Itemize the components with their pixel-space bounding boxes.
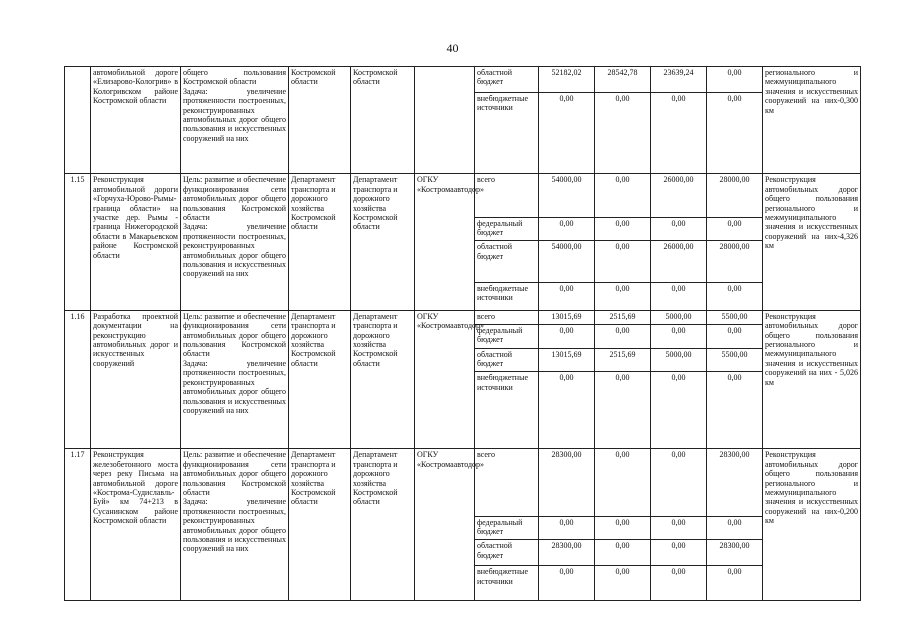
row-number-cell: 1.16: [65, 310, 91, 448]
coexecutor-cell: Департамент транспорта и дорожного хозяйства Костромской области: [351, 310, 415, 448]
funding-source-label: федеральный бюджет: [475, 217, 539, 241]
goal-task-cell: Цель: развитие и обеспечение функционирования сети автомобильных дорог общего пользования Костромской области Задача: увеличение протяженности построенных, реконструированных автомобильных дорог общего пользования и искусственных сооружений на них: [181, 449, 289, 601]
goal-task-cell: общего пользования Костромской области Задача: увеличение протяженности построенных, реконструированных автомобильных дорог общего пользования и искусственных сооружений на них: [181, 67, 289, 174]
activity-name-cell: Разработка проектной документации на реконструкцию автомобильных дорог и искусственных сооружений: [91, 310, 181, 448]
funding-value-cell: 0,00: [539, 282, 595, 310]
expected-result-cell: Реконструкция автомобильных дорог общего пользования регионального и межмуниципального значения и искусственных сооружений на них-4,326 км: [763, 174, 861, 310]
activity-name-cell: автомобильной дороге «Елизарово-Кологрив» в Кологривском районе Костромской области: [91, 67, 181, 174]
executor-cell: ОГКУ «Костромаавтодор»: [415, 310, 475, 448]
table-row: [65, 310, 861, 324]
funding-value-cell: 0,00: [595, 217, 651, 241]
funding-value-cell: 0,00: [595, 449, 651, 516]
table-row: [65, 67, 861, 93]
funding-value-cell: 0,00: [651, 566, 707, 601]
funding-value-cell: 5500,00: [707, 348, 763, 372]
funding-source-label: внебюджетные источники: [475, 282, 539, 310]
expected-result-cell: Реконструкция автомобильных дорог общего пользования регионального и межмуниципального значения и искусственных сооружений на них-0,200 км: [763, 449, 861, 601]
funding-value-cell: 0,00: [539, 372, 595, 449]
funding-value-cell: 28000,00: [707, 241, 763, 282]
coexecutor-cell: Департамент транспорта и дорожного хозяйства Костромской области: [351, 449, 415, 601]
funding-value-cell: 0,00: [707, 566, 763, 601]
funding-source-label: всего: [475, 449, 539, 516]
funding-value-cell: 0,00: [595, 540, 651, 566]
funding-value-cell: 0,00: [651, 540, 707, 566]
funding-value-cell: 0,00: [595, 516, 651, 540]
funding-value-cell: 5000,00: [651, 348, 707, 372]
table-row: [65, 174, 861, 217]
executor-cell: ОГКУ «Костромаавтодор»: [415, 449, 475, 601]
executor-cell: [415, 67, 475, 174]
funding-value-cell: 28300,00: [707, 449, 763, 516]
funding-value-cell: 0,00: [707, 67, 763, 93]
funding-value-cell: 0,00: [595, 241, 651, 282]
funding-value-cell: 54000,00: [539, 174, 595, 217]
funding-value-cell: 0,00: [651, 93, 707, 174]
funding-value-cell: 2515,69: [595, 348, 651, 372]
funding-value-cell: 26000,00: [651, 241, 707, 282]
row-number-cell: [65, 67, 91, 174]
funding-source-label: областной бюджет: [475, 540, 539, 566]
funding-source-label: федеральный бюджет: [475, 516, 539, 540]
funding-source-label: внебюджетные источники: [475, 566, 539, 601]
funding-value-cell: 0,00: [651, 449, 707, 516]
funding-value-cell: 0,00: [651, 217, 707, 241]
program-table: [64, 66, 861, 601]
funding-value-cell: 0,00: [595, 282, 651, 310]
row-number-cell: 1.15: [65, 174, 91, 310]
funding-value-cell: 5000,00: [651, 310, 707, 324]
funding-value-cell: 13015,69: [539, 348, 595, 372]
funding-value-cell: 0,00: [707, 372, 763, 449]
funding-value-cell: 0,00: [707, 282, 763, 310]
funding-value-cell: 0,00: [595, 566, 651, 601]
funding-value-cell: 26000,00: [651, 174, 707, 217]
funding-source-label: внебюджетные источники: [475, 372, 539, 449]
funding-value-cell: 0,00: [595, 93, 651, 174]
funding-value-cell: 2515,69: [595, 310, 651, 324]
funding-source-label: всего: [475, 174, 539, 217]
responsible-cell: Департамент транспорта и дорожного хозяйства Костромской области: [289, 174, 351, 310]
funding-value-cell: 0,00: [539, 217, 595, 241]
table-row: [65, 449, 861, 516]
funding-source-label: областной бюджет: [475, 241, 539, 282]
funding-value-cell: 0,00: [595, 174, 651, 217]
table-body: [65, 67, 861, 601]
funding-value-cell: 0,00: [539, 324, 595, 348]
funding-value-cell: 28542,78: [595, 67, 651, 93]
funding-value-cell: 0,00: [595, 324, 651, 348]
funding-value-cell: 28300,00: [539, 540, 595, 566]
funding-value-cell: 28300,00: [707, 540, 763, 566]
funding-value-cell: 0,00: [651, 372, 707, 449]
funding-value-cell: 5500,00: [707, 310, 763, 324]
expected-result-cell: Реконструкция автомобильных дорог общего пользования регионального и межмуниципального значения и искусственных сооружений на них - 5,026 км: [763, 310, 861, 448]
executor-cell: ОГКУ «Костромаавтодор»: [415, 174, 475, 310]
funding-source-label: областной бюджет: [475, 67, 539, 93]
responsible-cell: Костромской области: [289, 67, 351, 174]
funding-value-cell: 0,00: [595, 372, 651, 449]
funding-value-cell: 0,00: [651, 324, 707, 348]
row-number-cell: 1.17: [65, 449, 91, 601]
funding-value-cell: 0,00: [539, 516, 595, 540]
goal-task-cell: Цель: развитие и обеспечение функционирования сети автомобильных дорог общего пользования Костромской области Задача: увеличение протяженности построенных, реконструированных автомобильных дорог общего пользования и искусственных сооружений на них: [181, 174, 289, 310]
funding-value-cell: 0,00: [707, 516, 763, 540]
funding-source-label: областной бюджет: [475, 348, 539, 372]
responsible-cell: Департамент транспорта и дорожного хозяйства Костромской области: [289, 310, 351, 448]
funding-value-cell: 13015,69: [539, 310, 595, 324]
funding-value-cell: 28300,00: [539, 449, 595, 516]
funding-value-cell: 0,00: [651, 282, 707, 310]
responsible-cell: Департамент транспорта и дорожного хозяйства Костромской области: [289, 449, 351, 601]
funding-value-cell: 52182,02: [539, 67, 595, 93]
goal-task-cell: Цель: развитие и обеспечение функционирования сети автомобильных дорог общего пользования Костромской области Задача: увеличение протяженности построенных, реконструированных автомобильных дорог общего пользования и искусственных сооружений на них: [181, 310, 289, 448]
funding-value-cell: 54000,00: [539, 241, 595, 282]
activity-name-cell: Реконструкция автомобильной дороги «Горчуха-Юрово-Рымы-граница области» на участке дер. Рымы - граница Нижегородской области в Макарьевском районе Костромской области: [91, 174, 181, 310]
funding-value-cell: 0,00: [707, 93, 763, 174]
funding-value-cell: 0,00: [539, 566, 595, 601]
funding-value-cell: 0,00: [539, 93, 595, 174]
funding-value-cell: 0,00: [707, 324, 763, 348]
expected-result-cell: регионального и межмуниципального значения и искусственных сооружений на них-0,300 км: [763, 67, 861, 174]
funding-value-cell: 0,00: [707, 217, 763, 241]
coexecutor-cell: Костромской области: [351, 67, 415, 174]
funding-source-label: всего: [475, 310, 539, 324]
activity-name-cell: Реконструкция железобетонного моста через реку Письма на автомобильной дороге «Кострома-Судиславль-Буй» км 74+213 в Сусанинском районе Костромской области: [91, 449, 181, 601]
funding-source-label: федеральный бюджет: [475, 324, 539, 348]
funding-source-label: внебюджетные источники: [475, 93, 539, 174]
funding-value-cell: 23639,24: [651, 67, 707, 93]
page-number: 40: [446, 41, 459, 55]
funding-value-cell: 28000,00: [707, 174, 763, 217]
funding-value-cell: 0,00: [651, 516, 707, 540]
coexecutor-cell: Департамент транспорта и дорожного хозяйства Костромской области: [351, 174, 415, 310]
